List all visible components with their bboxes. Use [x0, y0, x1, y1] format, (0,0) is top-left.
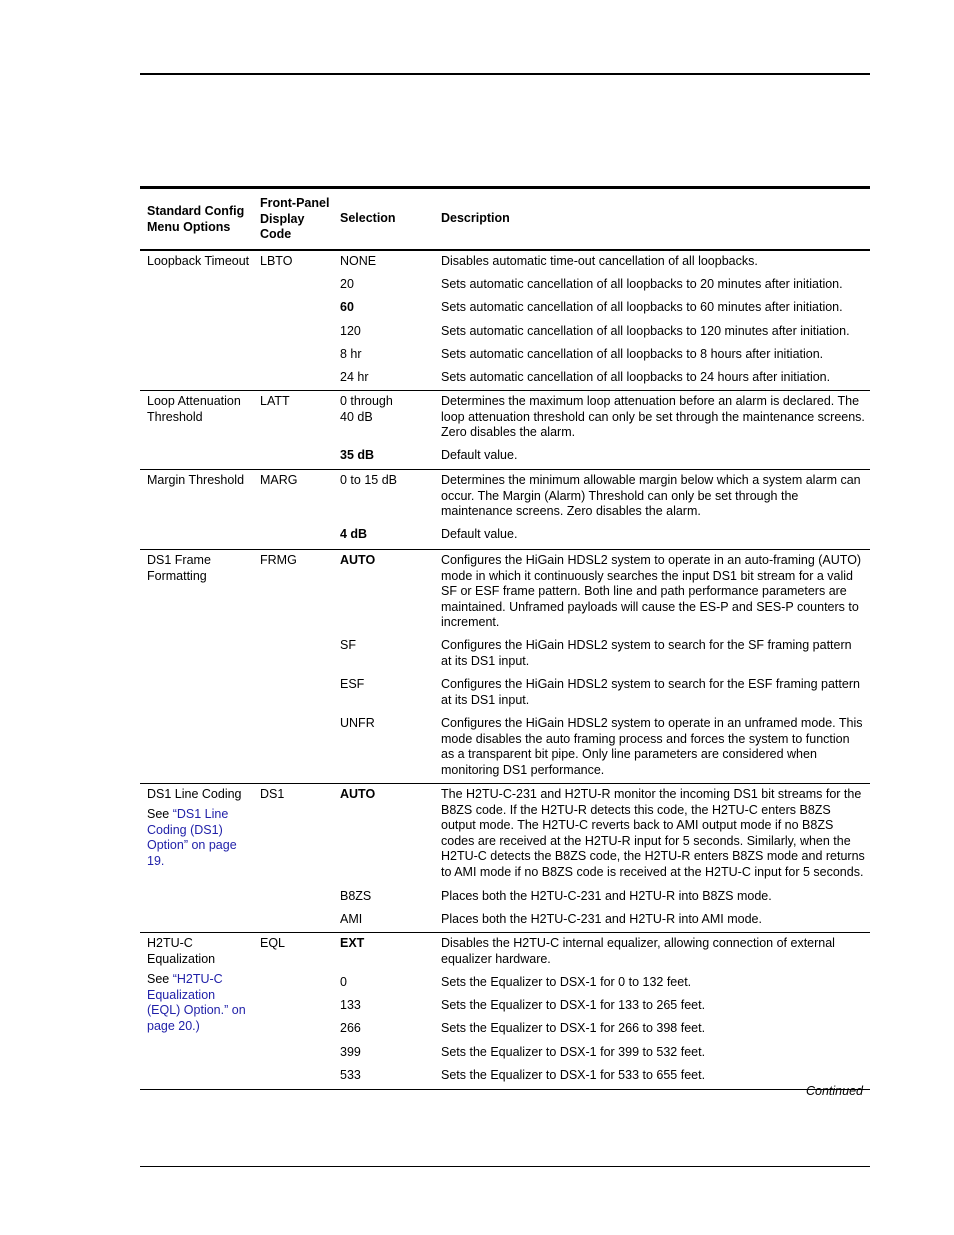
- continued-note: Continued: [806, 1084, 863, 1098]
- selection-value: UNFR: [340, 716, 375, 730]
- selection-value-default: AUTO: [340, 553, 376, 567]
- option-name: Loopback Timeout: [147, 254, 250, 268]
- option-name: Margin Threshold: [147, 473, 245, 487]
- description-text: Sets automatic cancellation of all loopbacks to 8 hours after initiation.: [441, 347, 824, 361]
- cross-reference-link[interactable]: “H2TU-C Equalization (EQL) Option.” on page 20.): [147, 972, 246, 1033]
- description-text: Default value.: [441, 527, 518, 541]
- selection-value-default: 4 dB: [340, 527, 368, 541]
- selection-value: 0: [340, 975, 347, 989]
- header-col-option: Standard Config Menu Options: [147, 204, 245, 234]
- config-options-table: [140, 186, 870, 1098]
- table-row-group: [140, 391, 870, 470]
- selection-value: 0 to 15 dB: [340, 473, 397, 487]
- description-text: Sets the Equalizer to DSX-1 for 399 to 532 feet.: [441, 1045, 706, 1059]
- see-reference: [147, 972, 249, 1034]
- table-row-group: [140, 251, 870, 391]
- table-row-group: [140, 784, 870, 933]
- description-text: Sets the Equalizer to DSX-1 for 266 to 398 feet.: [441, 1021, 706, 1035]
- option-name: DS1 Line Coding: [147, 787, 242, 801]
- description-text: Sets automatic cancellation of all loopbacks to 120 minutes after initiation.: [441, 324, 850, 338]
- display-code: LBTO: [260, 254, 293, 268]
- description-text: Configures the HiGain HDSL2 system to search for the ESF framing pattern at its DS1 input.: [441, 677, 860, 707]
- description-text: Configures the HiGain HDSL2 system to operate in an unframed mode. This mode disables the auto framing process and forces the system to function as a transparent bit pipe. Only line parameters are considered when monitoring DS1 performance.: [441, 716, 863, 777]
- option-name: H2TU-C Equalization: [147, 936, 216, 966]
- selection-value: SF: [340, 638, 356, 652]
- option-name: DS1 Frame Formatting: [147, 553, 211, 583]
- description-text: The H2TU-C-231 and H2TU-R monitor the incoming DS1 bit streams for the B8ZS code. If the H2TU-R detects this code, the H2TU-C enters B8ZS output mode. The H2TU-C reverts back to AMI output mode if no B8ZS codes are received at the H2TU-R input for 5 seconds. Similarly, when the H2TU-C detects the B8ZS code, the H2TU-R enters B8ZS mode and returns to AMI mode if no B8ZS code is received at the H2TU-C input for 5 seconds.: [441, 787, 865, 879]
- display-code: EQL: [260, 936, 286, 950]
- selection-value: AMI: [340, 912, 363, 926]
- description-text: Sets the Equalizer to DSX-1 for 533 to 655 feet.: [441, 1068, 706, 1082]
- description-text: Places both the H2TU-C-231 and H2TU-R into B8ZS mode.: [441, 889, 772, 903]
- footer-rule: [140, 1166, 870, 1167]
- description-text: Places both the H2TU-C-231 and H2TU-R into AMI mode.: [441, 912, 762, 926]
- selection-value-default: 60: [340, 300, 354, 314]
- selection-value: 120: [340, 324, 361, 338]
- selection-value: 8 hr: [340, 347, 362, 361]
- description-text: Sets automatic cancellation of all loopbacks to 20 minutes after initiation.: [441, 277, 843, 291]
- selection-value-default: 35 dB: [340, 448, 375, 462]
- selection-value-default: AUTO: [340, 787, 376, 801]
- selection-value: 533: [340, 1068, 361, 1082]
- option-name: Loop Attenuation Threshold: [147, 394, 241, 424]
- header-col-selection: Selection: [340, 211, 396, 225]
- cross-reference-link[interactable]: “DS1 Line Coding (DS1) Option” on page 19.: [147, 807, 237, 868]
- selection-value: 24 hr: [340, 370, 369, 384]
- selection-value: B8ZS: [340, 889, 372, 903]
- display-code: LATT: [260, 394, 290, 408]
- display-code: MARG: [260, 473, 298, 487]
- selection-value: 266: [340, 1021, 361, 1035]
- table-row-group: [140, 470, 870, 550]
- header-rule: [140, 73, 870, 75]
- selection-value: 399: [340, 1045, 361, 1059]
- description-text: Determines the maximum loop attenuation before an alarm is declared. The loop attenuation threshold can only be set through the maintenance screens. Zero disables the alarm.: [441, 394, 865, 440]
- display-code: DS1: [260, 787, 285, 801]
- description-text: Configures the HiGain HDSL2 system to operate in an auto-framing (AUTO) mode in which it continuously searches the input DS1 bit stream for a valid SF or ESF frame pattern. Both line and path performance parameters are maintained. Unframed payloads will cause the ES-P and SES-P counters to increment.: [441, 553, 862, 630]
- table-row-group: [140, 550, 870, 784]
- header-col-description: Description: [441, 211, 510, 225]
- selection-value: 133: [340, 998, 361, 1012]
- header-col-code: Front-Panel Display Code: [260, 196, 330, 241]
- selection-value: ESF: [340, 677, 365, 691]
- selection-value: 20: [340, 277, 354, 291]
- description-text: Disables automatic time-out cancellation of all loopbacks.: [441, 254, 758, 268]
- description-text: Sets the Equalizer to DSX-1 for 133 to 265 feet.: [441, 998, 706, 1012]
- table-row-group: [140, 933, 870, 1090]
- description-text: Determines the minimum allowable margin below which a system alarm can occur. The Margin (Alarm) Threshold can only be set through the maintenance screens. Zero disables the alarm.: [441, 473, 861, 519]
- description-text: Disables the H2TU-C internal equalizer, allowing connection of external equalizer hardware.: [441, 936, 835, 966]
- selection-value: NONE: [340, 254, 377, 268]
- see-reference: [147, 807, 242, 869]
- description-text: Sets automatic cancellation of all loopbacks to 24 hours after initiation.: [441, 370, 831, 384]
- selection-value-default: EXT: [340, 936, 365, 950]
- table-header: [140, 186, 870, 251]
- selection-value: 0 through 40 dB: [340, 394, 393, 424]
- see-label: See: [147, 807, 173, 821]
- see-label: See: [147, 972, 173, 986]
- description-text: Default value.: [441, 448, 518, 462]
- description-text: Sets the Equalizer to DSX-1 for 0 to 132 feet.: [441, 975, 692, 989]
- display-code: FRMG: [260, 553, 297, 567]
- description-text: Configures the HiGain HDSL2 system to search for the SF framing pattern at its DS1 input.: [441, 638, 852, 668]
- description-text: Sets automatic cancellation of all loopbacks to 60 minutes after initiation.: [441, 300, 843, 314]
